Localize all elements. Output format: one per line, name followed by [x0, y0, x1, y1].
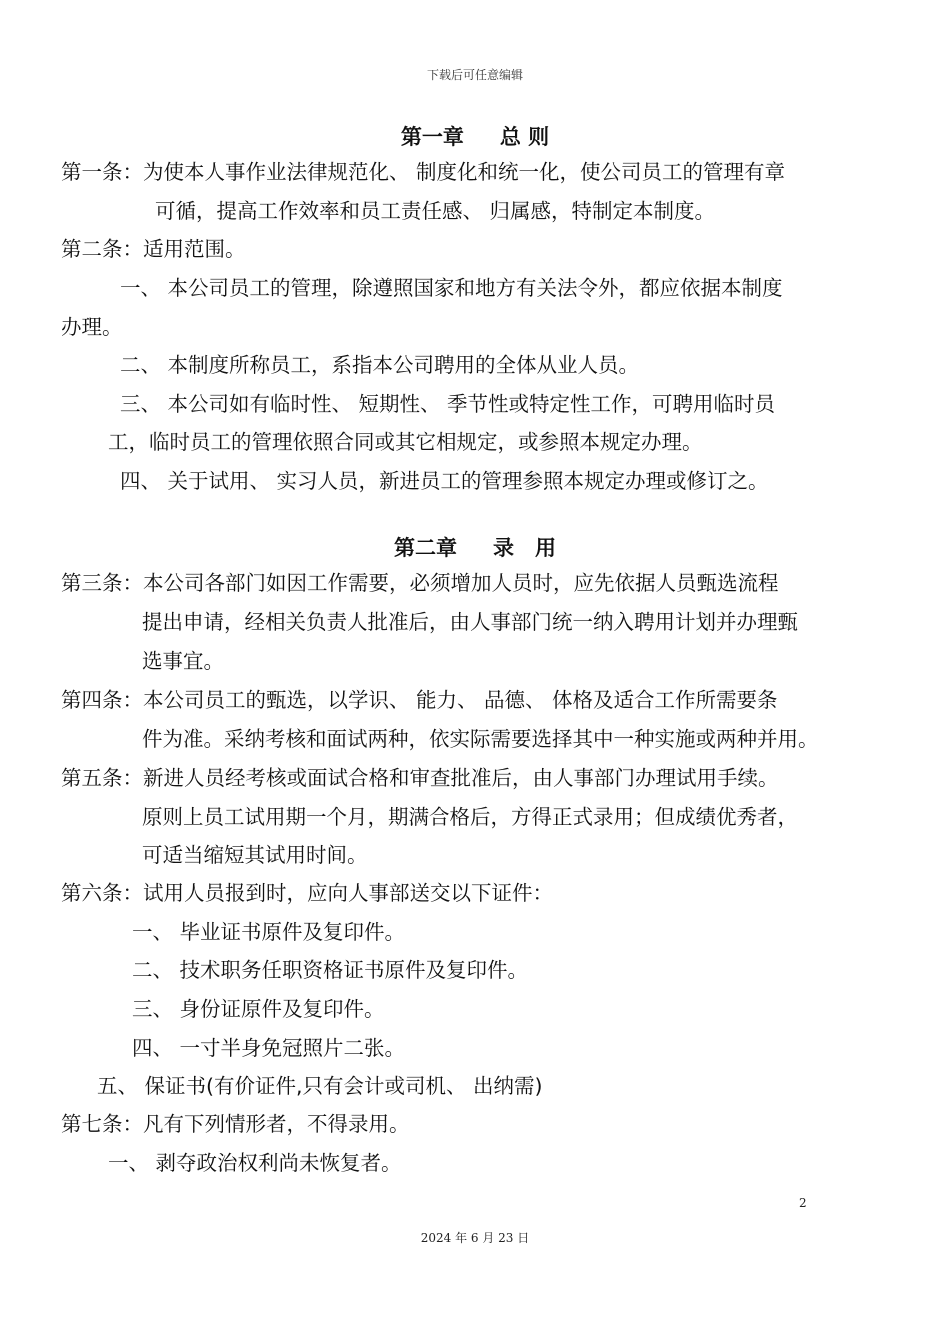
article-6-line-1: 第六条：试用人员报到时，应向人事部送交以下证件：: [61, 881, 553, 905]
article-6-item-5: 五、 保证书(有价证件,只有会计或司机、 出纳需): [97, 1074, 543, 1098]
chapter-2-title: [0, 532, 950, 562]
chapter-2-label: 第二章: [394, 536, 457, 560]
article-6-item-1: 一、 毕业证书原件及复印件。: [132, 920, 406, 944]
article-4-line-1: 第四条：本公司员工的甄选，以学识、 能力、 品德、 体格及适合工作所需要条: [61, 688, 778, 712]
article-6-item-2: 二、 技术职务任职资格证书原件及复印件。: [132, 958, 529, 982]
article-1-line-2: 可循，提高工作效率和员工责任感、 归属感，特制定本制度。: [155, 199, 716, 223]
article-4-line-2: 件为准。采纳考核和面试两种，依实际需要选择其中一种实施或两种并用。: [142, 727, 819, 751]
article-1-line-1: 第一条：为使本人事作业法律规范化、 制度化和统一化，使公司员工的管理有章: [61, 160, 786, 184]
chapter-1-title: [0, 121, 950, 151]
article-5-line-2: 原则上员工试用期一个月，期满合格后，方得正式录用；但成绩优秀者，: [142, 805, 798, 829]
chapter-1-label: 第一章: [400, 125, 464, 149]
article-3-line-3: 选事宜。: [142, 649, 224, 673]
article-5-line-1: 第五条：新进人员经考核或面试合格和审查批准后，由人事部门办理试用手续。: [61, 766, 779, 790]
page-number: 2: [799, 1196, 807, 1210]
article-2-line-1: 第二条：适用范围。: [61, 237, 246, 261]
article-3-line-2: 提出申请，经相关负责人批准后，由人事部门统一纳入聘用计划并办理甄: [142, 610, 798, 634]
article-2-item-3-line-2: 工，临时员工的管理依照合同或其它相规定，或参照本规定办理。: [108, 430, 703, 454]
article-2-item-3-line-1: 三、 本公司如有临时性、 短期性、 季节性或特定性工作，可聘用临时员: [120, 392, 776, 416]
article-3-line-1: 第三条：本公司各部门如因工作需要，必须增加人员时，应先依据人员甄选流程: [61, 571, 779, 595]
article-6-item-3: 三、 身份证原件及复印件。: [132, 997, 385, 1021]
chapter-1-name: 总 则: [499, 125, 550, 149]
article-7-line-1: 第七条：凡有下列情形者，不得录用。: [61, 1112, 410, 1136]
article-7-item-1: 一、 剥夺政治权利尚未恢复者。: [108, 1151, 402, 1175]
footer-date: 2024 年 6 月 23 日: [420, 1231, 530, 1245]
article-6-item-4: 四、 一寸半身免冠照片二张。: [132, 1036, 406, 1060]
article-2-item-1-line-2: 办理。: [61, 315, 123, 339]
article-2-item-2: 二、 本制度所称员工，系指本公司聘用的全体从业人员。: [120, 353, 640, 377]
chapter-2-name: 录 用: [493, 536, 556, 560]
page-header-note: 下载后可任意编辑: [426, 68, 523, 82]
article-5-line-3: 可适当缩短其试用时间。: [142, 843, 368, 867]
article-2-item-4: 四、 关于试用、 实习人员，新进员工的管理参照本规定办理或修订之。: [120, 469, 769, 493]
article-2-item-1-line-1: 一、 本公司员工的管理，除遵照国家和地方有关法令外，都应依据本制度: [120, 276, 783, 300]
